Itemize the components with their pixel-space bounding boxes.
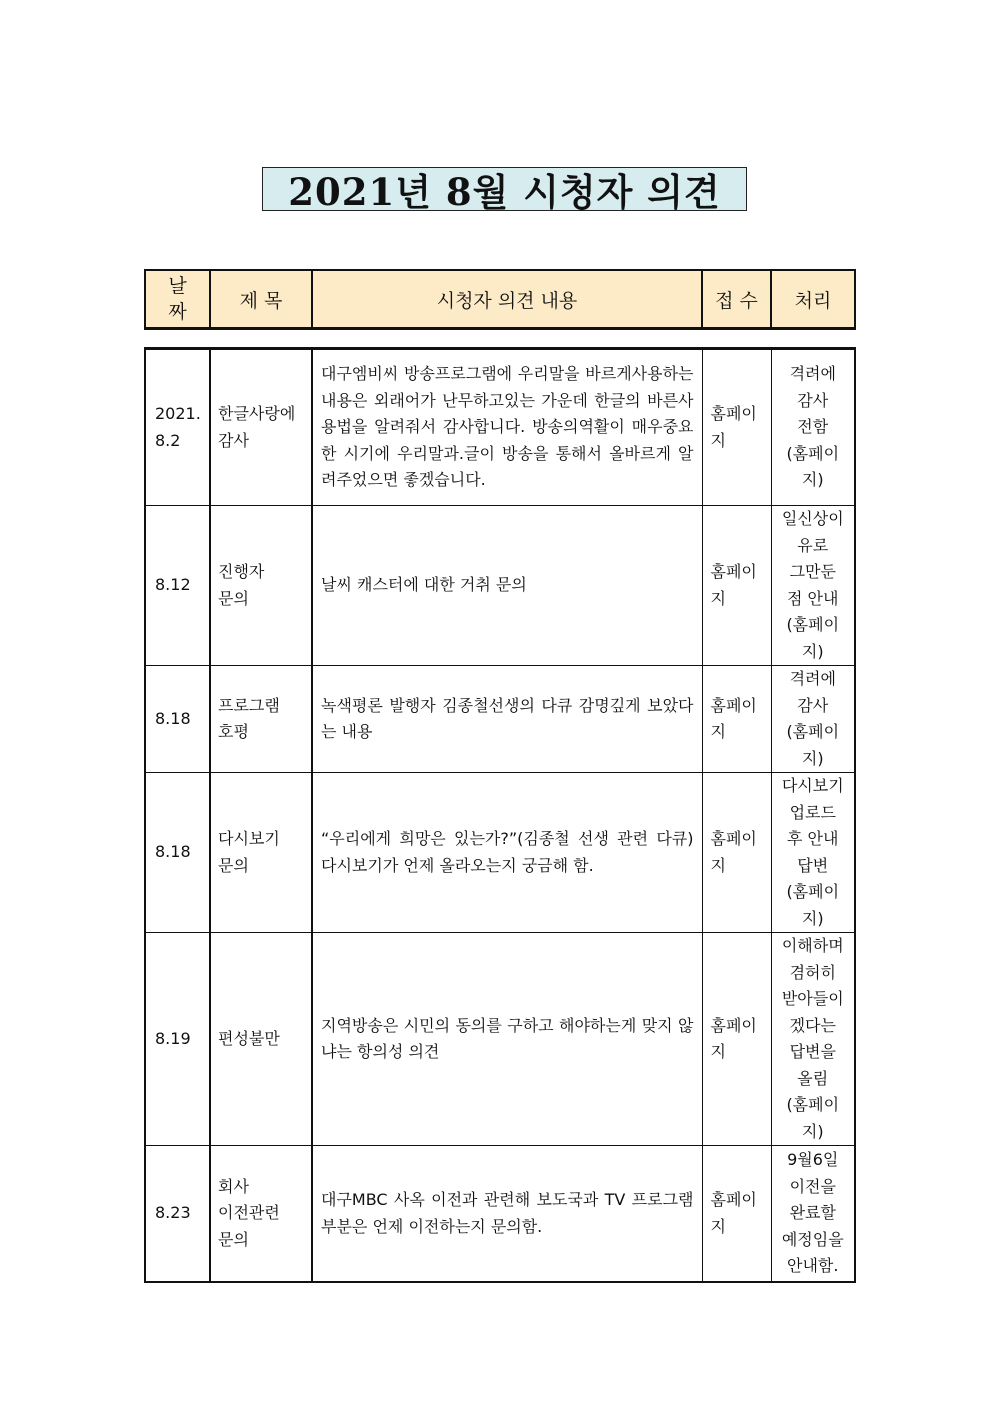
row-handling: 9월6일 이전을 완료할 예정임을 안내함. [771, 1146, 855, 1283]
row-subject: 프로그램 호평 [210, 666, 312, 773]
row-subject: 편성불만 [210, 933, 312, 1146]
table-row [145, 506, 855, 666]
row-received: 홈페이 지 [702, 1146, 771, 1283]
column-header-received: 접 수 [702, 270, 771, 329]
row-date: 8.18 [145, 666, 210, 773]
table-header [144, 269, 856, 330]
column-header-date: 날 짜 [145, 270, 210, 329]
row-content: 대구엠비씨 방송프로그램에 우리말을 바르게사용하는 내용은 외래어가 난무하고있는 가운데 한글의 바른사용법을 알려줘서 감사합니다. 방송의역활이 매우중요한 시기에 우리말과.글이 방송을 통해서 올바르게 알려주었으면 좋겠습니다. [312, 349, 702, 506]
row-date: 2021. 8.2 [145, 349, 210, 506]
row-handling: 격려에 감사 (홈페이 지) [771, 666, 855, 773]
row-date: 8.18 [145, 773, 210, 933]
opinions-table [144, 347, 856, 1283]
row-date: 8.12 [145, 506, 210, 666]
row-handling: 격려에 감사 전함 (홈페이 지) [771, 349, 855, 506]
row-content: 날씨 캐스터에 대한 거취 문의 [312, 506, 702, 666]
row-subject: 다시보기 문의 [210, 773, 312, 933]
column-header-handling: 처리 [771, 270, 855, 329]
row-received: 홈페이 지 [702, 349, 771, 506]
row-date: 8.19 [145, 933, 210, 1146]
table-row [145, 349, 855, 506]
row-received: 홈페이 지 [702, 506, 771, 666]
row-content: 녹색평론 발행자 김종철선생의 다큐 감명깊게 보았다는 내용 [312, 666, 702, 773]
row-received: 홈페이 지 [702, 666, 771, 773]
row-received: 홈페이 지 [702, 933, 771, 1146]
row-subject: 진행자 문의 [210, 506, 312, 666]
page-title-box [262, 167, 747, 214]
row-received: 홈페이 지 [702, 773, 771, 933]
table-row [145, 933, 855, 1146]
table-row [145, 1146, 855, 1283]
table-row [145, 666, 855, 773]
table-row [145, 773, 855, 933]
row-handling: 이해하며 겸허히 받아들이 겠다는 답변을 올림 (홈페이 지) [771, 933, 855, 1146]
row-content: “우리에게 희망은 있는가?”(김종철 선생 관련 다큐) 다시보기가 언제 올라오는지 궁금해 함. [312, 773, 702, 933]
row-content: 지역방송은 시민의 동의를 구하고 해야하는게 맞지 않냐는 항의성 의견 [312, 933, 702, 1146]
page-title: 2021년 8월 시청자 의견 [288, 170, 721, 214]
row-date: 8.23 [145, 1146, 210, 1283]
column-header-subject: 제 목 [210, 270, 312, 329]
row-handling: 일신상이 유로 그만둔 점 안내 (홈페이 지) [771, 506, 855, 666]
row-content: 대구MBC 사옥 이전과 관련해 보도국과 TV 프로그램부분은 언제 이전하는지 문의함. [312, 1146, 702, 1283]
column-header-content: 시청자 의견 내용 [312, 270, 702, 329]
row-subject: 한글사랑에 감사 [210, 349, 312, 506]
row-subject: 회사 이전관련 문의 [210, 1146, 312, 1283]
row-handling: 다시보기 업로드 후 안내 답변 (홈페이 지) [771, 773, 855, 933]
